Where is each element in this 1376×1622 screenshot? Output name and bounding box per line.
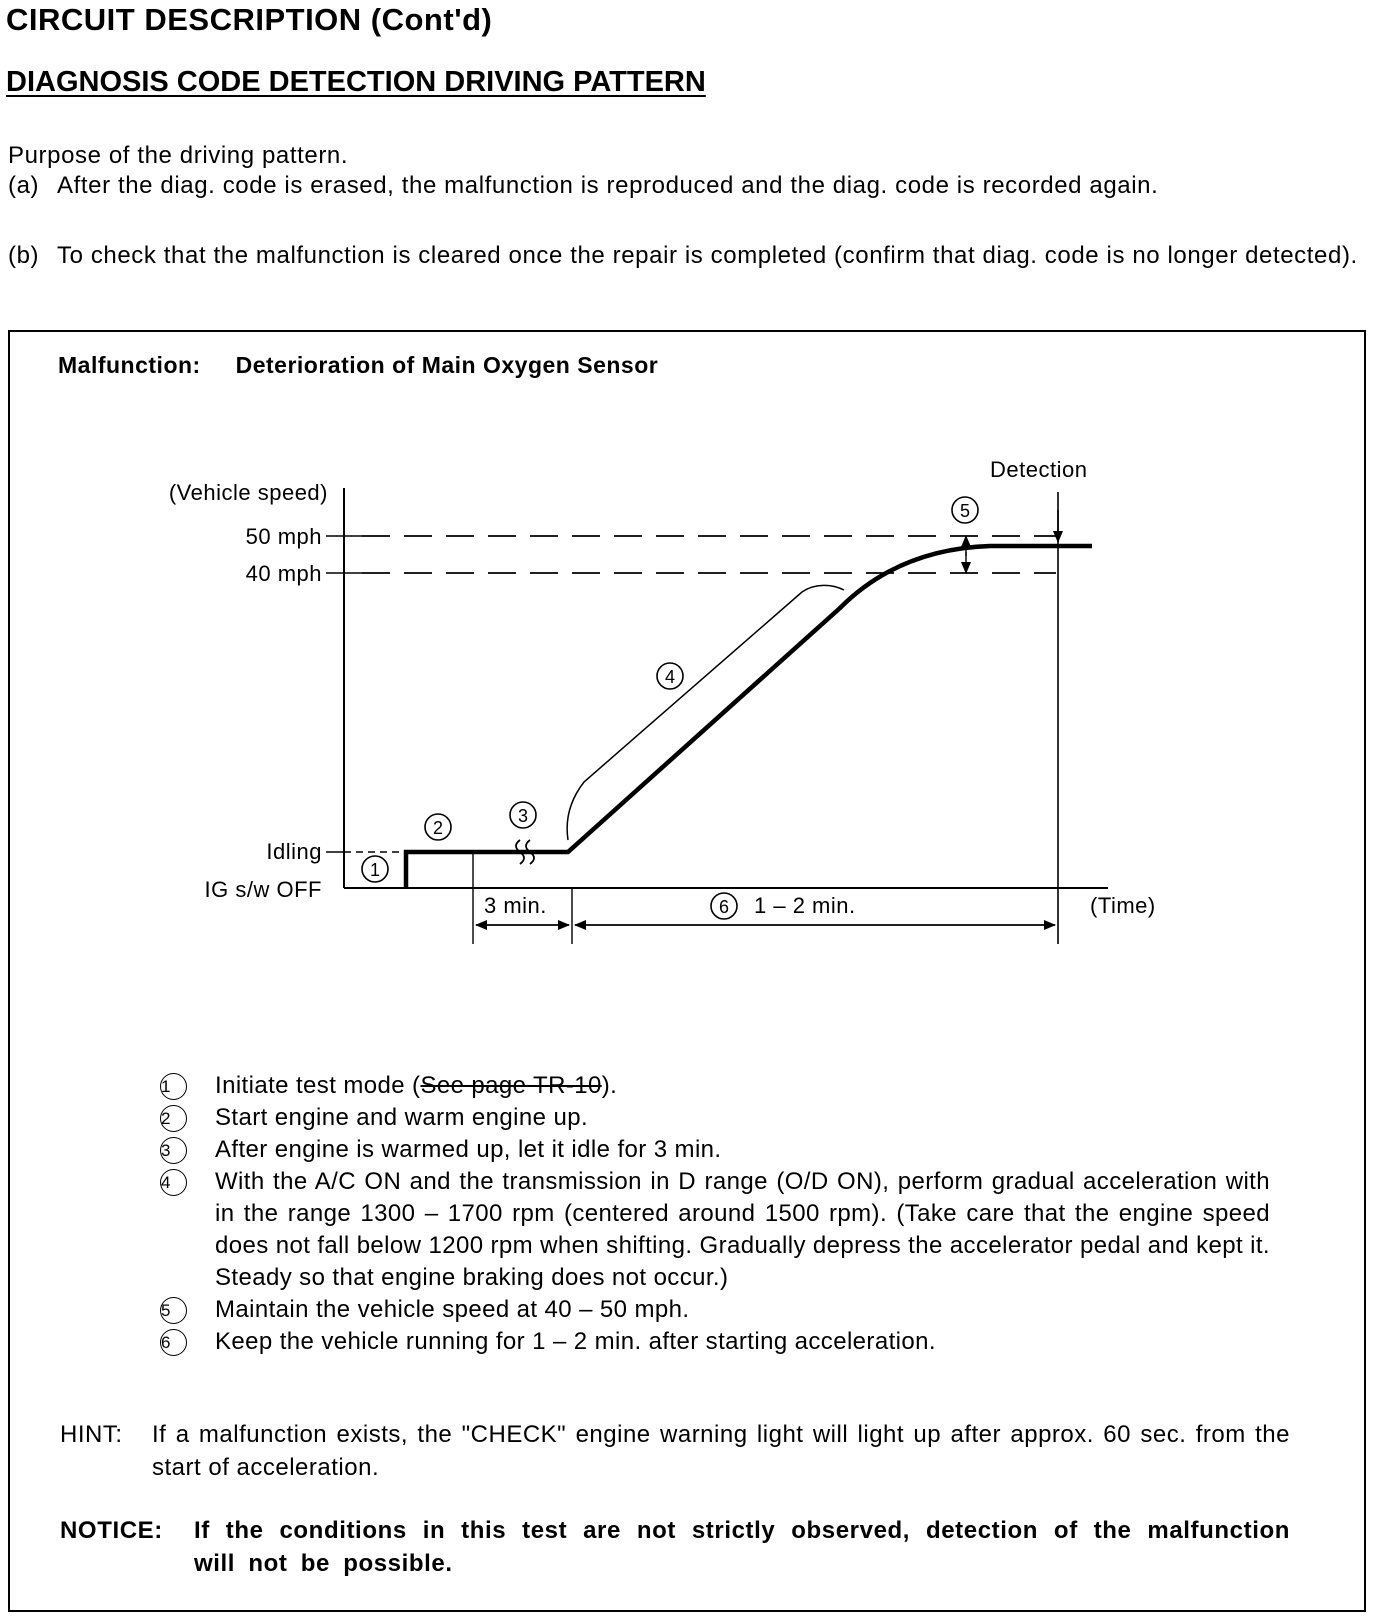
x-axis-label: (Time) bbox=[1090, 893, 1156, 918]
step-number: 4 bbox=[160, 1169, 187, 1196]
step-text: Maintain the vehicle speed at 40 – 50 mph. bbox=[215, 1296, 690, 1323]
svg-text:4: 4 bbox=[664, 667, 676, 687]
step-text: After engine is warmed up, let it idle for 3 min. bbox=[215, 1136, 722, 1163]
item-label: (a) bbox=[8, 172, 40, 199]
y-tick-40: 40 mph bbox=[245, 561, 322, 586]
item-text: To check that the malfunction is cleared once the repair is completed (confirm that diag. code is no longer detected). bbox=[57, 242, 1358, 269]
malfunction-value: Deterioration of Main Oxygen Sensor bbox=[235, 352, 659, 378]
item-text: After the diag. code is erased, the malfunction is reproduced and the diag. code is recorded again. bbox=[57, 172, 1159, 199]
step-text: Keep the vehicle running for 1 – 2 min. after starting acceleration. bbox=[215, 1328, 936, 1355]
step-number: 6 bbox=[160, 1329, 187, 1356]
step-text: With the A/C ON and the transmission in D range (O/D ON), perform gradual acceleration with in the range 1300 – 1700 rpm (centered around 1500 rpm). (Take care that the engine speed does not fall below 1200 rpm when shifting. Gradually depress the accelerator pedal and kept it. Steady so that engine braking does not occur.) bbox=[215, 1168, 1271, 1291]
step-number: 2 bbox=[160, 1105, 187, 1132]
interval-1-2-min: 1 – 2 min. bbox=[754, 893, 856, 918]
section-heading: DIAGNOSIS CODE DETECTION DRIVING PATTERN bbox=[6, 66, 706, 98]
malfunction-label: Malfunction: bbox=[58, 352, 201, 378]
step-4 bbox=[160, 1166, 1270, 1294]
marker-2 bbox=[425, 814, 451, 840]
step-3 bbox=[160, 1134, 1270, 1166]
purpose-text: Purpose of the driving pattern. bbox=[8, 142, 349, 169]
svg-text:2: 2 bbox=[432, 818, 444, 838]
y-tick-50: 50 mph bbox=[245, 524, 322, 549]
y-axis-label: (Vehicle speed) bbox=[168, 480, 328, 505]
hint-label: HINT: bbox=[60, 1421, 123, 1448]
marker-5 bbox=[952, 497, 978, 523]
notice-label: NOTICE: bbox=[60, 1517, 163, 1544]
step-text: Start engine and warm engine up. bbox=[215, 1104, 589, 1131]
step-number: 3 bbox=[160, 1137, 187, 1164]
step-number: 5 bbox=[160, 1297, 187, 1324]
notice-text: If the conditions in this test are not strictly observed, detection of the malfunction will not be possible. bbox=[194, 1517, 1290, 1577]
step-6 bbox=[160, 1326, 1270, 1358]
page-title: CIRCUIT DESCRIPTION (Cont'd) bbox=[6, 2, 493, 37]
svg-text:1: 1 bbox=[369, 860, 381, 880]
y-tick-idling: Idling bbox=[266, 839, 322, 864]
marker-3 bbox=[510, 802, 536, 828]
detection-label: Detection bbox=[990, 457, 1088, 482]
speed-curve bbox=[406, 546, 1092, 888]
item-label: (b) bbox=[8, 242, 40, 269]
step-1 bbox=[160, 1070, 1270, 1102]
marker-4 bbox=[657, 663, 683, 689]
svg-text:5: 5 bbox=[959, 501, 971, 521]
step-number: 1 bbox=[160, 1073, 187, 1100]
interval-3-min: 3 min. bbox=[484, 893, 547, 918]
step-text-tail: ). bbox=[601, 1072, 618, 1099]
struck-reference: See page TR-10 bbox=[420, 1072, 602, 1099]
marker-1 bbox=[362, 856, 388, 882]
hint-text: If a malfunction exists, the "CHECK" engine warning light will light up after approx. 60 sec. from the start of acceleration. bbox=[152, 1421, 1290, 1481]
step-5 bbox=[160, 1294, 1270, 1326]
marker-6 bbox=[711, 893, 737, 919]
step-list bbox=[160, 1070, 1270, 1358]
step-2 bbox=[160, 1102, 1270, 1134]
y-tick-ig-off: IG s/w OFF bbox=[204, 877, 322, 902]
svg-text:6: 6 bbox=[718, 897, 730, 917]
step-text: Initiate test mode ( bbox=[215, 1072, 421, 1099]
svg-text:3: 3 bbox=[517, 806, 529, 826]
